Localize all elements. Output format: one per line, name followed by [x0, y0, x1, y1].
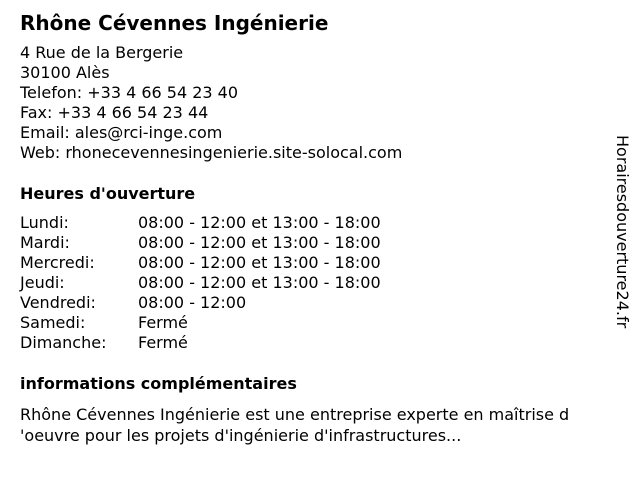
- day-hours: Fermé: [138, 313, 188, 332]
- site-watermark: Horairesdouverture24.fr: [613, 135, 632, 329]
- day-label: Mardi:: [20, 233, 70, 252]
- day-label: Lundi:: [20, 213, 69, 232]
- hours-row-saturday: [20, 313, 381, 333]
- city-line: 30100 Alès: [20, 63, 110, 82]
- opening-hours-table: [20, 213, 381, 353]
- day-label: Jeudi:: [20, 273, 65, 292]
- contact-block: [20, 43, 402, 163]
- hours-row-tuesday: [20, 233, 381, 253]
- day-label: Dimanche:: [20, 333, 107, 352]
- day-hours: 08:00 - 12:00: [138, 293, 247, 312]
- day-hours: 08:00 - 12:00 et 13:00 - 18:00: [138, 253, 381, 272]
- business-name: Rhône Cévennes Ingénierie: [20, 11, 329, 35]
- hours-row-monday: [20, 213, 381, 233]
- hours-row-friday: [20, 293, 381, 313]
- day-hours: Fermé: [138, 333, 188, 352]
- business-description: [20, 404, 620, 446]
- day-hours: 08:00 - 12:00 et 13:00 - 18:00: [138, 233, 381, 252]
- day-label: Mercredi:: [20, 253, 95, 272]
- hours-row-thursday: [20, 273, 381, 293]
- day-label: Samedi:: [20, 313, 86, 332]
- day-hours: 08:00 - 12:00 et 13:00 - 18:00: [138, 213, 381, 232]
- hours-row-wednesday: [20, 253, 381, 273]
- additional-info-heading: informations complémentaires: [20, 374, 297, 393]
- street-address: 4 Rue de la Bergerie: [20, 43, 184, 62]
- description-line-2: 'oeuvre pour les projets d'ingénierie d'infrastructures...: [20, 426, 462, 445]
- website-line: Web: rhonecevennesingenierie.site-solocal.com: [20, 143, 403, 162]
- opening-hours-heading: Heures d'ouverture: [20, 184, 196, 203]
- phone-line: Telefon: +33 4 66 54 23 40: [20, 83, 239, 102]
- fax-line: Fax: +33 4 66 54 23 44: [20, 103, 209, 122]
- email-line: Email: ales@rci-inge.com: [20, 123, 223, 142]
- hours-row-sunday: [20, 333, 381, 353]
- description-line-1: Rhône Cévennes Ingénierie est une entreprise experte en maîtrise d: [20, 405, 570, 424]
- day-hours: 08:00 - 12:00 et 13:00 - 18:00: [138, 273, 381, 292]
- day-label: Vendredi:: [20, 293, 96, 312]
